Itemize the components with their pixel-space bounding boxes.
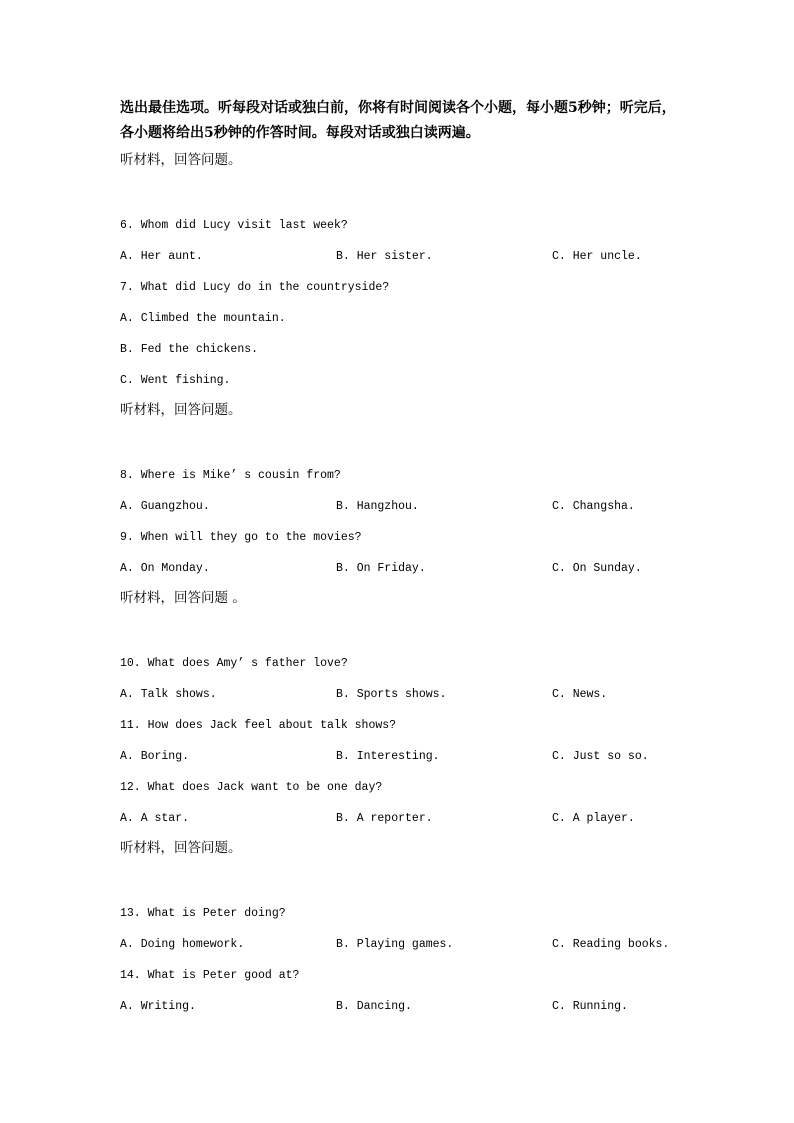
listening-section-1 bbox=[120, 146, 760, 396]
option-a: A. On Monday. bbox=[120, 562, 210, 575]
option-b: B. Playing games. bbox=[336, 938, 454, 951]
option-c: C. Reading books. bbox=[552, 938, 670, 951]
question-6 bbox=[120, 210, 760, 272]
question-stem: 6. Whom did Lucy visit last week? bbox=[120, 219, 348, 232]
option-c: C. Changsha. bbox=[552, 500, 635, 513]
options bbox=[120, 741, 760, 772]
question-11 bbox=[120, 710, 760, 772]
question-13 bbox=[120, 898, 760, 960]
option-a: A. Guangzhou. bbox=[120, 500, 210, 513]
question-8 bbox=[120, 460, 760, 522]
option-b: B. A reporter. bbox=[336, 812, 433, 825]
option-a: A. Talk shows. bbox=[120, 688, 217, 701]
question-stem: 14. What is Peter good at? bbox=[120, 969, 300, 982]
instruction-line-1: 选出最佳选项。听每段对话或独白前，你将有时间阅读各个小题，每小题5秒钟；听完后， bbox=[120, 100, 676, 116]
options bbox=[120, 491, 760, 522]
instructions bbox=[120, 96, 760, 146]
options bbox=[120, 241, 760, 272]
instruction-line-2: 各小题将给出5秒钟的作答时间。每段对话或独白读两遍。 bbox=[120, 125, 480, 141]
option-c: C. Just so so. bbox=[552, 750, 649, 763]
options bbox=[120, 803, 760, 834]
question-list bbox=[120, 210, 760, 396]
option-c: C. News. bbox=[552, 688, 608, 701]
listening-section-3 bbox=[120, 584, 760, 834]
options bbox=[120, 553, 760, 584]
option-c: C. Went fishing. bbox=[120, 374, 231, 387]
option-c: C. A player. bbox=[552, 812, 635, 825]
option-b: B. Fed the chickens. bbox=[120, 343, 259, 356]
option-b: B. On Friday. bbox=[336, 562, 426, 575]
question-14 bbox=[120, 960, 760, 1022]
exam-page bbox=[120, 96, 760, 1022]
section-prompt: 听材料，回答问题。 bbox=[120, 152, 242, 168]
question-stem: 10. What does Amy’ s father love? bbox=[120, 657, 348, 670]
question-stem: 7. What did Lucy do in the countryside? bbox=[120, 281, 390, 294]
option-b: B. Interesting. bbox=[336, 750, 440, 763]
option-c: C. Her uncle. bbox=[552, 250, 642, 263]
question-stem: 9. When will they go to the movies? bbox=[120, 531, 362, 544]
option-a: A. Climbed the mountain. bbox=[120, 312, 286, 325]
section-prompt: 听材料，回答问题 。 bbox=[120, 590, 246, 606]
section-prompt: 听材料，回答问题。 bbox=[120, 840, 242, 856]
question-stem: 13. What is Peter doing? bbox=[120, 907, 286, 920]
question-stem: 11. How does Jack feel about talk shows? bbox=[120, 719, 397, 732]
option-b: B. Hangzhou. bbox=[336, 500, 419, 513]
options bbox=[120, 929, 760, 960]
option-b: B. Dancing. bbox=[336, 1000, 412, 1013]
option-c: C. Running. bbox=[552, 1000, 628, 1013]
option-a: A. Writing. bbox=[120, 1000, 196, 1013]
question-list bbox=[120, 648, 760, 834]
option-c: C. On Sunday. bbox=[552, 562, 642, 575]
option-a: A. Doing homework. bbox=[120, 938, 245, 951]
question-stem: 12. What does Jack want to be one day? bbox=[120, 781, 383, 794]
option-a: A. Boring. bbox=[120, 750, 190, 763]
option-a: A. Her aunt. bbox=[120, 250, 203, 263]
question-9 bbox=[120, 522, 760, 584]
question-10 bbox=[120, 648, 760, 710]
listening-section-4 bbox=[120, 834, 760, 1022]
question-stem: 8. Where is Mike’ s cousin from? bbox=[120, 469, 341, 482]
listening-section-2 bbox=[120, 396, 760, 584]
question-list bbox=[120, 460, 760, 584]
options bbox=[120, 679, 760, 710]
options bbox=[120, 991, 760, 1022]
question-7 bbox=[120, 272, 760, 396]
question-list bbox=[120, 898, 760, 1022]
options bbox=[120, 303, 760, 396]
question-12 bbox=[120, 772, 760, 834]
section-prompt: 听材料，回答问题。 bbox=[120, 402, 242, 418]
option-b: B. Sports shows. bbox=[336, 688, 447, 701]
option-b: B. Her sister. bbox=[336, 250, 433, 263]
option-a: A. A star. bbox=[120, 812, 190, 825]
